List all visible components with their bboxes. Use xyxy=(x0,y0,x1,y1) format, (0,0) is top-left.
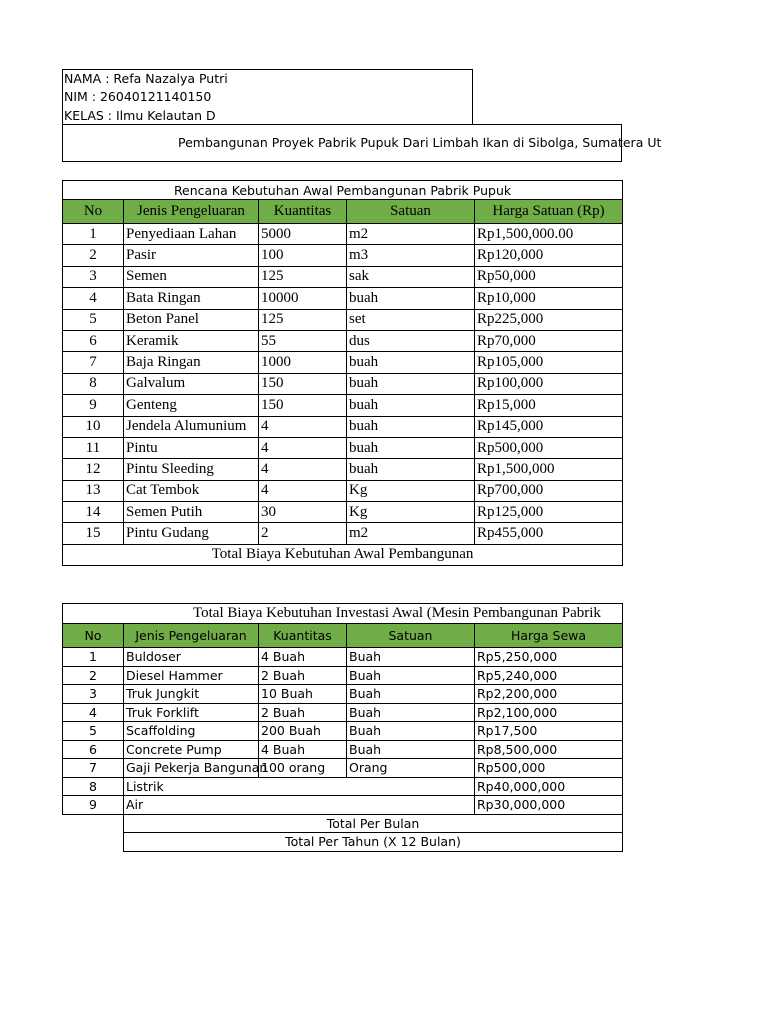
table-row xyxy=(63,648,623,667)
cell-harga: Rp455,000 xyxy=(475,523,623,544)
cell-no: 9 xyxy=(63,395,124,416)
table2-header-satuan: Satuan xyxy=(347,624,475,648)
table2-header-jenis: Jenis Pengeluaran xyxy=(124,624,259,648)
cell-kuantitas: 4 Buah xyxy=(259,648,347,667)
cell-kuantitas: 125 xyxy=(259,309,347,330)
cell-satuan: m2 xyxy=(347,224,475,245)
table-row xyxy=(63,777,623,796)
cell-jenis: Jendela Alumunium xyxy=(124,416,259,437)
table-row xyxy=(63,502,623,523)
cell-no: 1 xyxy=(63,224,124,245)
table1-header-harga: Harga Satuan (Rp) xyxy=(475,200,623,224)
cell-no: 3 xyxy=(63,685,124,704)
cell-satuan: buah xyxy=(347,459,475,480)
cell-satuan: Buah xyxy=(347,722,475,741)
cell-kuantitas: 2 Buah xyxy=(259,703,347,722)
cell-harga: Rp50,000 xyxy=(475,266,623,287)
cell-no: 13 xyxy=(63,480,124,501)
cell-jenis: Cat Tembok xyxy=(124,480,259,501)
cell-kuantitas: 4 xyxy=(259,459,347,480)
cell-harga: Rp15,000 xyxy=(475,395,623,416)
cell-harga: Rp8,500,000 xyxy=(475,740,623,759)
cell-jenis: Truk Jungkit xyxy=(124,685,259,704)
cell-harga: Rp100,000 xyxy=(475,373,623,394)
cell-satuan: m3 xyxy=(347,245,475,266)
cell-jenis: Genteng xyxy=(124,395,259,416)
cell-satuan: Buah xyxy=(347,648,475,667)
table-row xyxy=(63,352,623,373)
cell-satuan: Buah xyxy=(347,740,475,759)
cell-kuantitas: 100 orang xyxy=(259,759,347,778)
table-row xyxy=(63,459,623,480)
total-per-tahun-label: Total Per Tahun (X 12 Bulan) xyxy=(124,832,623,851)
cell-jenis: Pintu Sleeding xyxy=(124,459,259,480)
table-row xyxy=(63,395,623,416)
student-info-box xyxy=(62,69,473,125)
project-title: Pembangunan Proyek Pabrik Pupuk Dari Limbah Ikan di Sibolga, Sumatera Ut xyxy=(178,135,662,150)
cell-harga: Rp5,240,000 xyxy=(475,666,623,685)
cell-no: 11 xyxy=(63,437,124,458)
table-row xyxy=(63,437,623,458)
table-row xyxy=(63,685,623,704)
cell-satuan: Kg xyxy=(347,502,475,523)
table-row xyxy=(63,703,623,722)
cell-satuan: Buah xyxy=(347,666,475,685)
cell-harga: Rp225,000 xyxy=(475,309,623,330)
cell-kuantitas: 55 xyxy=(259,330,347,351)
cell-satuan: Buah xyxy=(347,703,475,722)
table2-header-no: No xyxy=(63,624,124,648)
cell-harga: Rp40,000,000 xyxy=(475,777,623,796)
table-row xyxy=(63,330,623,351)
cell-jenis: Galvalum xyxy=(124,373,259,394)
cell-harga: Rp120,000 xyxy=(475,245,623,266)
table1-header-satuan: Satuan xyxy=(347,200,475,224)
table-row xyxy=(63,480,623,501)
cell-jenis: Pintu Gudang xyxy=(124,523,259,544)
cell-harga: Rp70,000 xyxy=(475,330,623,351)
cell-kuantitas: 10 Buah xyxy=(259,685,347,704)
cell-satuan: set xyxy=(347,309,475,330)
cell-kuantitas: 1000 xyxy=(259,352,347,373)
cell-no: 5 xyxy=(63,722,124,741)
cell-no: 8 xyxy=(63,777,124,796)
cell-jenis: Diesel Hammer xyxy=(124,666,259,685)
cell-satuan: sak xyxy=(347,266,475,287)
cell-jenis: Pasir xyxy=(124,245,259,266)
cell-kuantitas: 10000 xyxy=(259,288,347,309)
cell-jenis: Air xyxy=(124,796,475,815)
cell-jenis: Truk Forklift xyxy=(124,703,259,722)
cell-satuan: Kg xyxy=(347,480,475,501)
cell-harga: Rp125,000 xyxy=(475,502,623,523)
investment-needs-table xyxy=(62,603,623,852)
cell-satuan: buah xyxy=(347,288,475,309)
table2-header-harga: Harga Sewa xyxy=(475,624,623,648)
cell-satuan: Buah xyxy=(347,685,475,704)
cell-no: 7 xyxy=(63,759,124,778)
table-row xyxy=(63,416,623,437)
cell-satuan: buah xyxy=(347,416,475,437)
cell-jenis: Keramik xyxy=(124,330,259,351)
cell-kuantitas: 4 xyxy=(259,480,347,501)
cell-kuantitas: 4 xyxy=(259,437,347,458)
cell-jenis: Pintu xyxy=(124,437,259,458)
cell-kuantitas: 2 Buah xyxy=(259,666,347,685)
cell-jenis: Bata Ringan xyxy=(124,288,259,309)
table-row xyxy=(63,309,623,330)
cell-harga: Rp145,000 xyxy=(475,416,623,437)
cell-jenis: Listrik xyxy=(124,777,475,796)
table1-header-row xyxy=(63,200,623,224)
table-row xyxy=(63,796,623,815)
cell-kuantitas: 100 xyxy=(259,245,347,266)
cell-no: 10 xyxy=(63,416,124,437)
cell-kuantitas: 200 Buah xyxy=(259,722,347,741)
cell-harga: Rp105,000 xyxy=(475,352,623,373)
cell-jenis: Beton Panel xyxy=(124,309,259,330)
table-row xyxy=(63,288,623,309)
cell-kuantitas: 125 xyxy=(259,266,347,287)
cell-satuan: buah xyxy=(347,352,475,373)
cell-jenis: Baja Ringan xyxy=(124,352,259,373)
cell-harga: Rp10,000 xyxy=(475,288,623,309)
cell-kuantitas: 150 xyxy=(259,373,347,394)
student-nim: NIM : 26040121140150 xyxy=(64,89,212,105)
cell-kuantitas: 150 xyxy=(259,395,347,416)
table-row xyxy=(63,722,623,741)
cell-satuan: buah xyxy=(347,395,475,416)
cell-kuantitas: 4 xyxy=(259,416,347,437)
cell-no: 4 xyxy=(63,288,124,309)
table-row xyxy=(63,373,623,394)
cell-satuan: m2 xyxy=(347,523,475,544)
cell-no: 1 xyxy=(63,648,124,667)
cell-harga: Rp2,100,000 xyxy=(475,703,623,722)
student-name: NAMA : Refa Nazalya Putri xyxy=(64,71,228,86)
cell-kuantitas: 30 xyxy=(259,502,347,523)
cell-harga: Rp17,500 xyxy=(475,722,623,741)
cell-harga: Rp500,000 xyxy=(475,437,623,458)
cell-no: 7 xyxy=(63,352,124,373)
cell-no: 9 xyxy=(63,796,124,815)
cell-no: 4 xyxy=(63,703,124,722)
cell-jenis: Semen Putih xyxy=(124,502,259,523)
cell-kuantitas: 4 Buah xyxy=(259,740,347,759)
cell-no: 6 xyxy=(63,740,124,759)
cell-harga: Rp1,500,000 xyxy=(475,459,623,480)
cell-kuantitas: 2 xyxy=(259,523,347,544)
cell-jenis: Semen xyxy=(124,266,259,287)
cell-jenis: Buldoser xyxy=(124,648,259,667)
cell-no: 5 xyxy=(63,309,124,330)
total-per-bulan-label: Total Per Bulan xyxy=(124,814,623,832)
table-row xyxy=(63,740,623,759)
cell-no: 12 xyxy=(63,459,124,480)
cell-satuan: buah xyxy=(347,437,475,458)
cell-satuan: dus xyxy=(347,330,475,351)
cell-harga: Rp700,000 xyxy=(475,480,623,501)
cell-kuantitas: 5000 xyxy=(259,224,347,245)
table2-header-kuantitas: Kuantitas xyxy=(259,624,347,648)
cell-harga: Rp1,500,000.00 xyxy=(475,224,623,245)
cell-no: 6 xyxy=(63,330,124,351)
table-row xyxy=(63,666,623,685)
table1-total-label: Total Biaya Kebutuhan Awal Pembangunan xyxy=(63,544,623,565)
cell-harga: Rp2,200,000 xyxy=(475,685,623,704)
cell-jenis: Scaffolding xyxy=(124,722,259,741)
table2-title: Total Biaya Kebutuhan Investasi Awal (Mesin Pembangunan Pabrik xyxy=(63,604,623,624)
cell-harga: Rp500,000 xyxy=(475,759,623,778)
cell-jenis: Concrete Pump xyxy=(124,740,259,759)
cell-satuan: Orang xyxy=(347,759,475,778)
cell-no: 2 xyxy=(63,245,124,266)
cell-no: 3 xyxy=(63,266,124,287)
table1-header-jenis: Jenis Pengeluaran xyxy=(124,200,259,224)
table1-title: Rencana Kebutuhan Awal Pembangunan Pabrik Pupuk xyxy=(63,181,623,200)
construction-needs-table xyxy=(62,180,623,566)
table-row xyxy=(63,224,623,245)
table-row xyxy=(63,523,623,544)
cell-no: 2 xyxy=(63,666,124,685)
table-row xyxy=(63,759,623,778)
cell-harga: Rp30,000,000 xyxy=(475,796,623,815)
cell-jenis: Penyediaan Lahan xyxy=(124,224,259,245)
project-title-box xyxy=(62,124,662,162)
table2-header-row xyxy=(63,624,623,648)
student-class: KELAS : Ilmu Kelautan D xyxy=(64,107,216,123)
cell-no: 15 xyxy=(63,523,124,544)
cell-satuan: buah xyxy=(347,373,475,394)
cell-no: 14 xyxy=(63,502,124,523)
table-row xyxy=(63,266,623,287)
table1-header-no: No xyxy=(63,200,124,224)
cell-no: 8 xyxy=(63,373,124,394)
table-row xyxy=(63,245,623,266)
table1-header-kuantitas: Kuantitas xyxy=(259,200,347,224)
cell-jenis: Gaji Pekerja Bangunan xyxy=(124,759,259,778)
cell-harga: Rp5,250,000 xyxy=(475,648,623,667)
